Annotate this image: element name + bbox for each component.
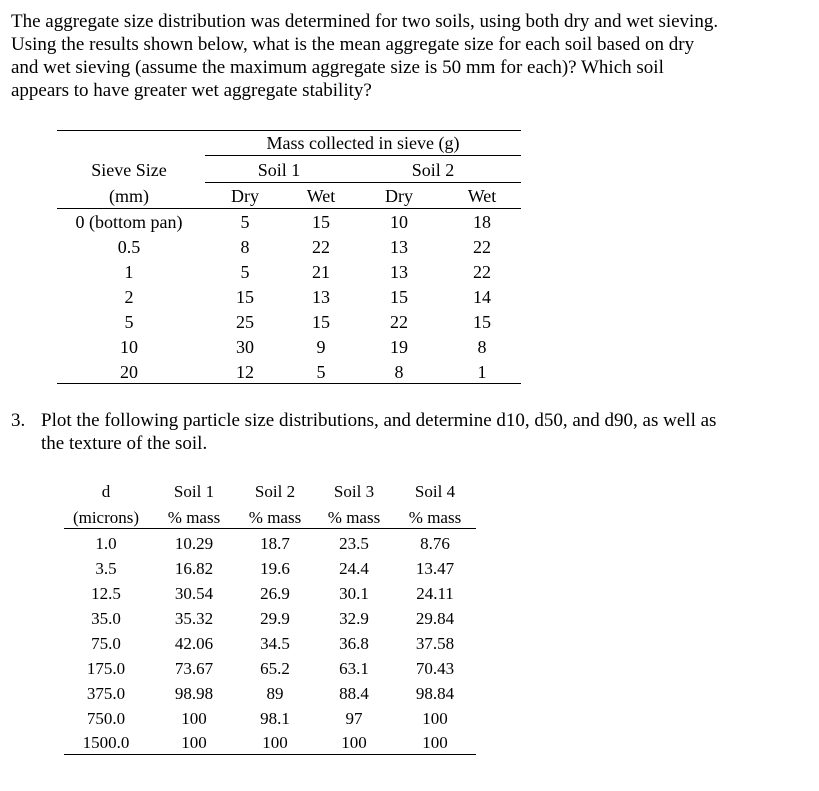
table-cell: 25 <box>236 312 254 332</box>
table-cell: 21 <box>312 262 330 282</box>
table-cell: 97 <box>345 709 363 728</box>
table-cell: 88.4 <box>339 684 369 703</box>
table-cell: 22 <box>390 312 408 332</box>
problem-line-2: Using the results shown below, what is the mean aggregate size for each soil based on dry <box>11 34 695 55</box>
particle-size-table <box>64 480 476 755</box>
table-cell: 98.98 <box>174 684 214 703</box>
table-cell: 22 <box>312 237 330 257</box>
table-cell: 12 <box>236 362 254 382</box>
table-cell: 100 <box>181 733 207 752</box>
table-bottom-rule <box>57 383 521 384</box>
column-header-rule <box>57 208 521 209</box>
table-cell: 100 <box>181 709 207 728</box>
table-cell: 29.9 <box>260 609 290 628</box>
header-rule <box>64 528 476 529</box>
table-cell: 70.43 <box>415 659 455 678</box>
table-cell: 8 <box>477 337 487 357</box>
table-cell: 29.84 <box>415 609 455 628</box>
table-cell: 22 <box>473 262 491 282</box>
question-number: 3. <box>11 410 26 431</box>
table-cell: 3.5 <box>95 559 117 578</box>
question-line-2: the texture of the soil. <box>41 433 208 454</box>
sieve-size-unit: (mm) <box>109 186 149 206</box>
problem-line-1: The aggregate size distribution was determined for two soils, using both dry and wet sieving. <box>11 11 719 32</box>
table-cell: 13 <box>390 237 408 257</box>
table-cell: 175.0 <box>86 659 126 678</box>
table-cell: 30.54 <box>174 584 214 603</box>
table-cell: 1500.0 <box>82 733 130 752</box>
table-cell: 63.1 <box>339 659 369 678</box>
sieve-mass-table <box>57 130 521 384</box>
table-row-size: 20 <box>120 362 138 382</box>
table-cell: 5 <box>240 212 250 232</box>
table-cell: 42.06 <box>174 634 214 653</box>
table-cell: 32.9 <box>339 609 369 628</box>
table-cell: 15 <box>312 312 330 332</box>
header-soil3: Soil 3 <box>333 482 375 501</box>
table-cell: 73.67 <box>174 659 214 678</box>
table-cell: 24.4 <box>339 559 369 578</box>
question-line-1: Plot the following particle size distributions, and determine d10, d50, and d90, as well as <box>41 410 717 431</box>
col-soil2-wet: Wet <box>467 186 497 206</box>
table-cell: 15 <box>312 212 330 232</box>
table-cell: 8.76 <box>420 534 450 553</box>
table-row-size: 0 (bottom pan) <box>75 212 183 232</box>
table-cell: 13 <box>390 262 408 282</box>
soil-header-rule <box>205 182 521 183</box>
header-d: d <box>101 482 111 501</box>
subheader-mass: % mass <box>408 508 462 527</box>
problem-statement <box>11 10 801 102</box>
table-cell: 750.0 <box>86 709 126 728</box>
subheader-mass: % mass <box>167 508 221 527</box>
table-cell: 100 <box>422 733 448 752</box>
table-cell: 30 <box>236 337 254 357</box>
table-cell: 1.0 <box>95 534 117 553</box>
problem-line-3: and wet sieving (assume the maximum aggregate size is 50 mm for each)? Which soil <box>11 57 664 78</box>
table-cell: 10 <box>390 212 408 232</box>
soil1-header: Soil 1 <box>257 160 301 180</box>
table-cell: 98.84 <box>415 684 455 703</box>
table-cell: 100 <box>262 733 288 752</box>
table-bottom-rule <box>64 754 476 755</box>
table-cell: 18 <box>473 212 491 232</box>
table-cell: 22 <box>473 237 491 257</box>
table-cell: 5 <box>240 262 250 282</box>
table-cell: 15 <box>473 312 491 332</box>
subheader-mass: % mass <box>248 508 302 527</box>
subheader-mass: % mass <box>327 508 381 527</box>
table-cell: 98.1 <box>260 709 290 728</box>
sieve-size-header: Sieve Size <box>91 160 167 180</box>
table-cell: 13.47 <box>415 559 455 578</box>
table-cell: 18.7 <box>260 534 290 553</box>
table-cell: 19 <box>390 337 408 357</box>
table-cell: 10.29 <box>174 534 214 553</box>
table-row-size: 2 <box>124 287 134 307</box>
header-soil1: Soil 1 <box>173 482 215 501</box>
table-cell: 35.32 <box>174 609 214 628</box>
table-cell: 5 <box>316 362 326 382</box>
table-cell: 16.82 <box>174 559 214 578</box>
table-row-size: 5 <box>124 312 134 332</box>
table-cell: 65.2 <box>260 659 290 678</box>
table-cell: 15 <box>390 287 408 307</box>
table-cell: 36.8 <box>339 634 369 653</box>
table-row-size: 10 <box>120 337 138 357</box>
table-cell: 375.0 <box>86 684 126 703</box>
soil2-header: Soil 2 <box>411 160 455 180</box>
table-top-rule <box>57 130 521 131</box>
table-cell: 89 <box>266 684 284 703</box>
col-soil2-dry: Dry <box>385 186 413 206</box>
table-cell: 75.0 <box>91 634 121 653</box>
col-soil1-dry: Dry <box>231 186 259 206</box>
table-cell: 13 <box>312 287 330 307</box>
table-cell: 30.1 <box>339 584 369 603</box>
table-cell: 12.5 <box>91 584 121 603</box>
table-cell: 34.5 <box>260 634 290 653</box>
table-cell: 26.9 <box>260 584 290 603</box>
table-cell: 14 <box>473 287 491 307</box>
table-row-size: 1 <box>124 262 134 282</box>
table-cell: 35.0 <box>91 609 121 628</box>
group-header-rule <box>205 155 521 156</box>
table-cell: 15 <box>236 287 254 307</box>
table-cell: 9 <box>316 337 326 357</box>
table-cell: 24.11 <box>416 584 454 603</box>
header-soil2: Soil 2 <box>254 482 296 501</box>
table-cell: 8 <box>394 362 404 382</box>
col-soil1-wet: Wet <box>306 186 336 206</box>
table-cell: 1 <box>477 362 487 382</box>
table-cell: 100 <box>422 709 448 728</box>
table-cell: 100 <box>341 733 367 752</box>
table-cell: 23.5 <box>339 534 369 553</box>
table-row-size: 0.5 <box>117 237 141 257</box>
table-cell: 8 <box>240 237 250 257</box>
table-cell: 19.6 <box>260 559 290 578</box>
subheader-microns: (microns) <box>72 508 140 527</box>
group-header: Mass collected in sieve (g) <box>266 133 460 153</box>
table-cell: 37.58 <box>415 634 455 653</box>
problem-line-4: appears to have greater wet aggregate stability? <box>11 80 372 101</box>
header-soil4: Soil 4 <box>414 482 456 501</box>
